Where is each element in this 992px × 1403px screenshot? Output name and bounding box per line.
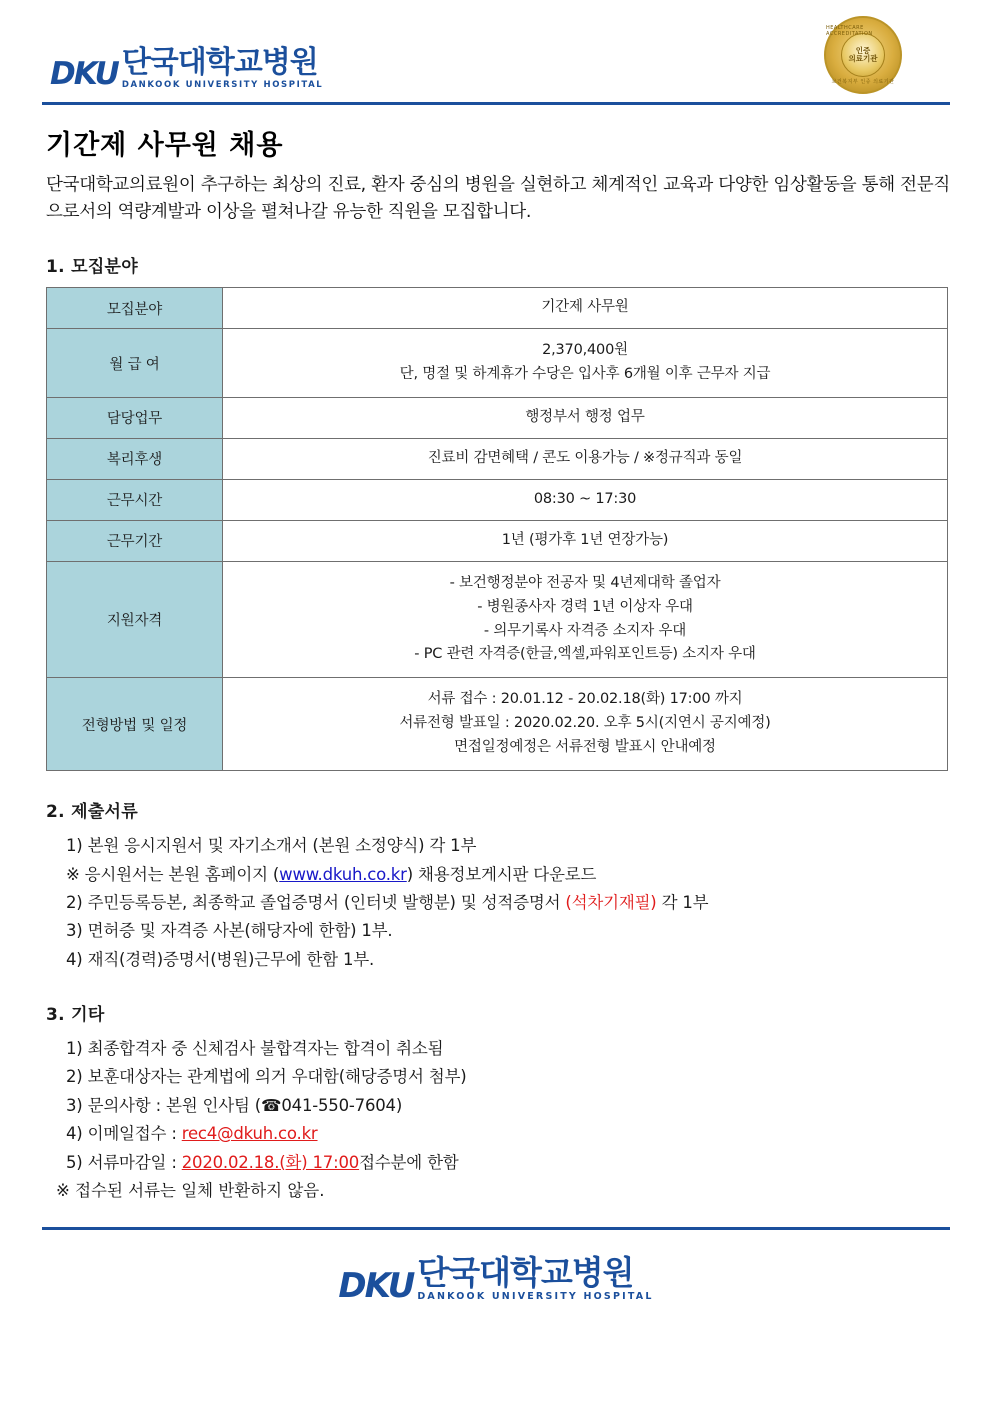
row-value-line: 진료비 감면혜택 / 콘도 이용가능 / ※정규직과 동일 [427, 449, 743, 466]
section-heading-documents: 2. 제출서류 [46, 802, 138, 823]
return-policy-note: ※ 접수된 서류는 일체 반환하지 않음. [56, 1180, 325, 1200]
row-value-line: 서류 접수 : 20.01.12 - 20.02.18(화) 17:00 까지 [427, 691, 743, 708]
row-value-line: 서류전형 발표일 : 2020.02.20. 오후 5시(지연시 공지예정) [399, 715, 771, 732]
document-footer [42, 1230, 950, 1306]
hospital-name-en-footer: DANKOOK UNIVERSITY HOSPITAL [417, 1291, 654, 1303]
list-item: 3) 면허증 및 자격증 사본(해당자에 한함) 1부. [66, 921, 393, 941]
item-prefix: 2) 주민등록등본, 최종학교 졸업증명서 (인터넷 발행분) 및 성적증명서 [66, 892, 566, 912]
row-value-line: 행정부서 행정 업무 [525, 409, 645, 426]
row-value-line: - PC 관련 자격증(한글,엑셀,파워포인트등) 소지자 우대 [414, 646, 756, 663]
email-link[interactable]: rec4@dkuh.co.kr [181, 1124, 318, 1144]
list-item: 2) 보훈대상자는 관계법에 의거 우대함(해당증명서 첨부) [66, 1067, 467, 1087]
note-suffix: ) 채용정보게시판 다운로드 [406, 864, 597, 884]
table-row [47, 561, 948, 678]
table-row [47, 678, 948, 771]
row-value [223, 520, 948, 561]
row-label: 지원자격 [47, 561, 223, 678]
dku-logo-mark: DKU [50, 56, 118, 93]
row-value [223, 678, 948, 771]
row-value [223, 398, 948, 439]
row-label: 모집분야 [47, 288, 223, 329]
etc-list [42, 1035, 950, 1177]
row-value-line: 08:30 ~ 17:30 [533, 490, 637, 507]
list-item [66, 889, 950, 917]
row-label: 월 급 여 [47, 329, 223, 398]
note-prefix: ※ 응시원서는 본원 홈페이지 ( [66, 864, 280, 884]
table-row [47, 329, 948, 398]
row-label: 전형방법 및 일정 [47, 678, 223, 771]
row-value [223, 561, 948, 678]
row-value-line: - 보건행정분야 전공자 및 4년제대학 졸업자 [449, 574, 721, 591]
section-heading-recruitment: 1. 모집분야 [46, 257, 138, 278]
row-value-line: - 의무기록사 자격증 소지자 우대 [483, 622, 687, 639]
table-row [47, 438, 948, 479]
row-value-line: 2,370,400원 [542, 342, 628, 359]
documents-list [42, 832, 950, 974]
recruitment-table [46, 287, 948, 771]
seal-line2: 의료기관 [848, 54, 878, 63]
seal-line1: 인증 [855, 46, 871, 56]
document-header [42, 0, 950, 100]
row-value-line: 1년 (평가후 1년 연장가능) [501, 531, 669, 548]
row-label: 근무시간 [47, 479, 223, 520]
row-value [223, 438, 948, 479]
list-item: 1) 최종합격자 중 신체검사 불합격자는 합격이 취소됨 [66, 1039, 444, 1059]
seal-ring-bottom-text: 보건복지부 인증 의료기관 [831, 79, 895, 85]
row-value-line: 단, 명절 및 하계휴가 수당은 입사후 6개월 이후 근무자 지급 [399, 366, 771, 383]
table-row [47, 288, 948, 329]
row-value [223, 479, 948, 520]
list-item: 1) 본원 응시지원서 및 자기소개서 (본원 소정양식) 각 1부 [66, 836, 477, 856]
row-value-line: 기간제 사무원 [541, 299, 629, 316]
item-prefix: 5) 서류마감일 : [66, 1152, 182, 1172]
table-row [47, 398, 948, 439]
table-row [47, 479, 948, 520]
seal-inner [841, 33, 885, 77]
dku-logo-mark-footer: DKU [338, 1265, 414, 1306]
section-heading-etc: 3. 기타 [46, 1005, 105, 1026]
row-value-line: 면접일정예정은 서류전형 발표시 안내예정 [454, 739, 716, 756]
list-item [66, 861, 950, 889]
accreditation-seal-icon [824, 16, 902, 94]
row-value [223, 288, 948, 329]
row-value-line: - 병원종사자 경력 1년 이상자 우대 [477, 598, 693, 615]
item-suffix: 각 1부 [656, 892, 709, 912]
hospital-name-en: DANKOOK UNIVERSITY HOSPITAL [121, 80, 324, 90]
list-item [66, 1120, 950, 1148]
hospital-name-kr: 단국대학교병원 [121, 45, 318, 80]
row-label: 복리후생 [47, 438, 223, 479]
row-label: 근무기간 [47, 520, 223, 561]
list-item [66, 1149, 950, 1177]
deadline-highlight: 2020.02.18.(화) 17:00 [181, 1152, 360, 1172]
header-divider [42, 102, 950, 105]
hospital-name-kr-footer: 단국대학교병원 [417, 1253, 634, 1293]
list-item: 3) 문의사항 : 본원 인사팀 (☎041-550-7604) [66, 1095, 403, 1115]
item-highlight: (석차기재필) [565, 892, 657, 912]
seal-ring-top-text: HEALTHCARE ACCREDITATION [826, 25, 873, 37]
item-prefix: 4) 이메일접수 : [66, 1124, 182, 1144]
homepage-link[interactable]: www.dkuh.co.kr [279, 864, 407, 884]
row-label: 담당업무 [47, 398, 223, 439]
item-suffix: 접수분에 한함 [359, 1152, 459, 1172]
hospital-logo-header [50, 45, 324, 93]
intro-paragraph: 단국대학교의료원이 추구하는 최상의 진료, 환자 중심의 병원을 실현하고 체계적인 교육과 다양한 임상활동을 통해 전문직으로서의 역량계발과 이상을 펼쳐나갈 유능한 직원을 모집합니다. [46, 175, 950, 223]
list-item: 4) 재직(경력)증명서(병원)근무에 한함 1부. [66, 949, 375, 969]
row-value [223, 329, 948, 398]
page-title: 기간제 사무원 채용 [46, 130, 284, 161]
table-row [47, 520, 948, 561]
